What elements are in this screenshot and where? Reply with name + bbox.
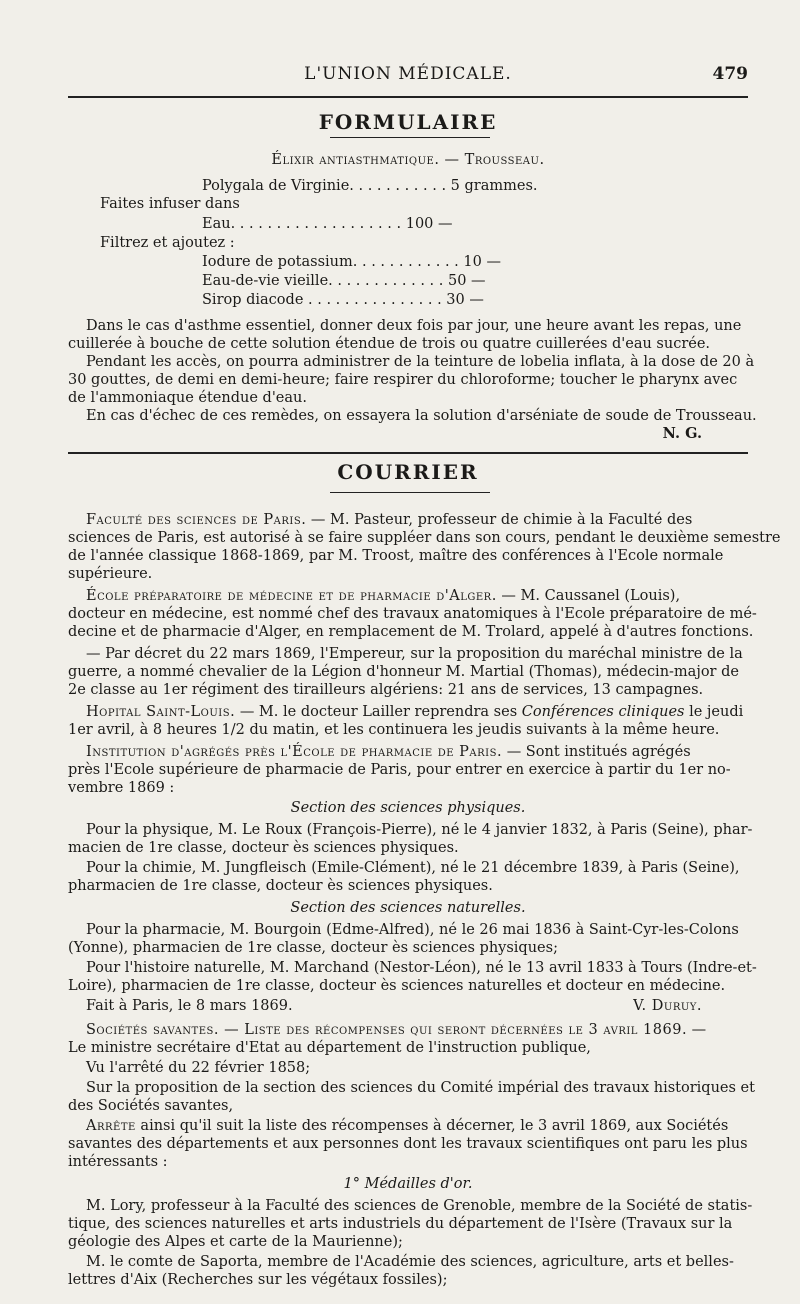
paragraph-line: Dans le cas d'asthme essentiel, donner deux fois par jour, une heure avant les repas, une <box>86 318 742 334</box>
text-line: Pour la pharmacie, M. Bourgoin (Edme-Alfred), né le 26 mai 1836 à Saint-Cyr-les-Colons <box>86 922 739 938</box>
text-line: des Sociétés savantes, <box>68 1098 234 1114</box>
text-line: de l'année classique 1868-1869, par M. Troost, maître des conférences à l'Ecole normale <box>68 548 724 564</box>
text-line: Le ministre secrétaire d'Etat au département de l'instruction publique, <box>68 1040 591 1056</box>
subsection-title: Section des sciences physiques. <box>290 800 526 816</box>
text-line: savantes des départements et aux personnes dont les travaux scientifiques ont paru les plus <box>68 1136 748 1152</box>
subsection-title: 1° Médailles d'or. <box>343 1176 473 1192</box>
text-line: Hopital Saint-Louis. — M. le docteur Lailler reprendra ses Conférences cliniques le jeudi <box>86 704 744 720</box>
text-line: Pour la chimie, M. Jungfleisch (Emile-Clément), né le 21 décembre 1839, à Paris (Seine), <box>86 860 740 876</box>
text-line: Pour l'histoire naturelle, M. Marchand (Nestor-Léon), né le 13 avril 1833 à Tours (Indre-et- <box>86 960 757 976</box>
paragraph-line: Pendant les accès, on pourra administrer de la teinture de lobelia inflata, à la dose de 20 à <box>86 354 755 370</box>
text-line: vembre 1869 : <box>68 780 175 796</box>
text-line: Loire), pharmacien de 1re classe, docteur ès sciences naturelles et docteur en médecine. <box>68 978 726 994</box>
recipe-line: Polygala de Virginie. . . . . . . . . . . 5 grammes. <box>202 178 538 194</box>
header-rule <box>68 96 748 98</box>
text-line: decine et de pharmacie d'Alger, en remplacement de M. Trolard, appelé à d'autres fonctions. <box>68 624 754 640</box>
text-line: guerre, a nommé chevalier de la Légion d'honneur M. Martial (Thomas), médecin-major de <box>68 664 739 680</box>
recipe-line: Filtrez et ajoutez : <box>100 235 235 251</box>
text-line: sciences de Paris, est autorisé à se faire suppléer dans son cours, pendant le deuxième semestre <box>68 530 781 546</box>
recipe-line: Faites infuser dans <box>100 196 240 212</box>
text-line: Arrête ainsi qu'il suit la liste des récompenses à décerner, le 3 avril 1869, aux Sociétés <box>86 1118 729 1134</box>
section-rule <box>68 452 748 454</box>
text-line: Sur la proposition de la section des sciences du Comité impérial des travaux historiques et <box>86 1080 755 1096</box>
recipe-line: Eau-de-vie vieille. . . . . . . . . . . . . 50 — <box>202 273 486 289</box>
section-heading-courrier: COURRIER <box>337 460 479 484</box>
paragraph-line: cuillerée à bouche de cette solution étendue de trois ou quatre cuillerées d'eau sucrée. <box>68 336 711 352</box>
text-line: lettres d'Aix (Recherches sur les végétaux fossiles); <box>68 1272 448 1288</box>
paragraph-line: En cas d'échec de ces remèdes, on essayera la solution d'arséniate de soude de Trousseau. <box>86 408 757 424</box>
recipe-line: Iodure de potassium. . . . . . . . . . . . 10 — <box>202 254 501 270</box>
text-line: Institution d'agrégés près l'École de pharmacie de Paris. — Sont institués agrégés <box>86 744 691 760</box>
text-line: 1er avril, à 8 heures 1/2 du matin, et les continuera les jeudis suivants à la même heure. <box>68 722 720 738</box>
paragraph-line: de l'ammoniaque étendue d'eau. <box>68 390 307 406</box>
text-line: Sociétés savantes. — Liste des récompenses qui seront décernées le 3 avril 1869. — <box>86 1022 707 1038</box>
text-line: — Par décret du 22 mars 1869, l'Empereur, sur la proposition du maréchal ministre de la <box>86 646 743 662</box>
subsection-title: Section des sciences naturelles. <box>290 900 526 916</box>
text-line: École préparatoire de médecine et de pharmacie d'Alger. — M. Caussanel (Louis), <box>86 588 681 604</box>
recipe-line: Eau. . . . . . . . . . . . . . . . . . . 100 — <box>202 216 453 232</box>
divider <box>330 137 490 138</box>
text-line: docteur en médecine, est nommé chef des travaux anatomiques à l'Ecole préparatoire de mé- <box>68 606 757 622</box>
divider <box>330 492 490 493</box>
text-line: M. Lory, professeur à la Faculté des sciences de Grenoble, membre de la Société de statis- <box>86 1198 753 1214</box>
running-title: L'UNION MÉDICALE. <box>304 64 512 84</box>
text-line: géologie des Alpes et carte de la Maurienne); <box>68 1234 403 1250</box>
text-line: tique, des sciences naturelles et arts industriels du département de l'Isère (Travaux sur la <box>68 1216 733 1232</box>
signature: V. Duruy. <box>633 998 702 1014</box>
text-line: supérieure. <box>68 566 153 582</box>
text-line: Faculté des sciences de Paris. — M. Pasteur, professeur de chimie à la Faculté des <box>86 512 693 528</box>
page-number: 479 <box>712 64 748 84</box>
text-line: (Yonne), pharmacien de 1re classe, docteur ès sciences physiques; <box>68 940 558 956</box>
text-line: pharmacien de 1re classe, docteur ès sciences physiques. <box>68 878 493 894</box>
page-header <box>68 60 748 90</box>
text-line: macien de 1re classe, docteur ès sciences physiques. <box>68 840 459 856</box>
paragraph-line: 30 gouttes, de demi en demi-heure; faire respirer du chloroforme; toucher le pharynx avec <box>68 372 738 388</box>
text-line: près l'Ecole supérieure de pharmacie de Paris, pour entrer en exercice à partir du 1er no- <box>68 762 731 778</box>
text-line: intéressants : <box>68 1154 168 1170</box>
recipe-line: Sirop diacode . . . . . . . . . . . . . . . 30 — <box>202 292 484 308</box>
signature: N. G. <box>662 425 702 442</box>
recipe-title: Élixir antiasthmatique. — Trousseau. <box>271 152 545 168</box>
text-line: 2e classe au 1er régiment des tirailleurs algériens: 21 ans de services, 13 campagnes. <box>68 682 704 698</box>
text-line: Fait à Paris, le 8 mars 1869. <box>86 998 293 1014</box>
text-line: Vu l'arrêté du 22 février 1858; <box>86 1060 311 1076</box>
section-heading-formulaire: FORMULAIRE <box>318 110 498 134</box>
text-line: Pour la physique, M. Le Roux (François-Pierre), né le 4 janvier 1832, à Paris (Seine), phar- <box>86 822 753 838</box>
text-line: M. le comte de Saporta, membre de l'Académie des sciences, agriculture, arts et belles- <box>86 1254 734 1270</box>
